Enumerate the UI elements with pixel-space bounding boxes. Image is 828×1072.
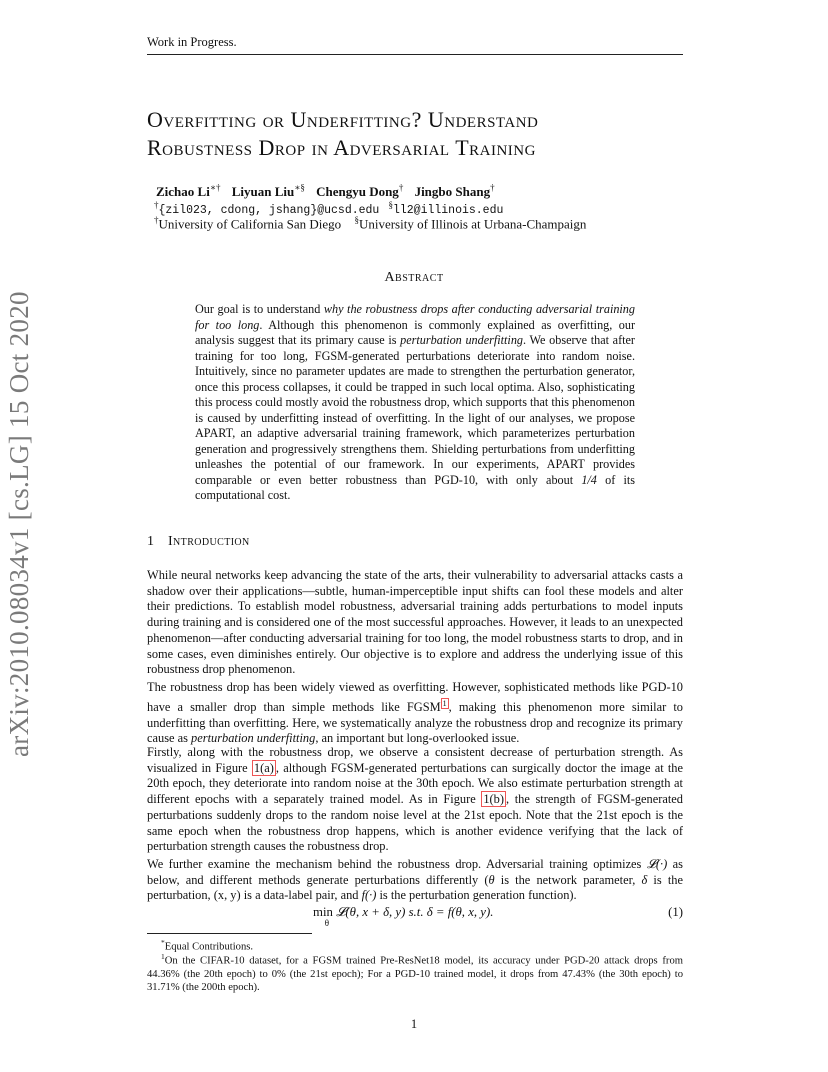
paragraph: Firstly, along with the robustness drop, we observe a consistent decrease of perturbation strength. As visualized in Figure 1(a) , although FGSM-generated perturbations can surgically doctor the image at the 20th epoch, they deteriorate into random noise at the 30th epoch. We also estimate perturbation strength at different epochs with a separately trained model. As in Figure 1(b) , the strength of FGSM-generated perturbations suddenly drops to the random noise level at the 21st epoch. Note that the 21st epoch is the same epoch when the robustness drop happens, which is another evidence verifying that the lack of perturbation strength causes the robustness drop. <box>147 745 684 854</box>
figure-link-1b[interactable]: 1(b) <box>483 792 504 807</box>
title-line-1: Overfitting or Underfitting? Understand <box>147 107 539 132</box>
footnote-1: $^1$On the CIFAR-10 dataset, for a FGSM trained Pre-ResNet18 model, its accuracy under PGD-20 attack drops from 44.36% (the 20th epoch) to 0% (the 21st epoch); For a PGD-10 trained model, it drops from 47.43% (the 30th epoch) to 31.71% (the 200th epoch). <box>147 952 683 994</box>
paragraph: While neural networks keep advancing the state of the arts, their vulnerability to adversarial attacks casts a shadow over their applications—subtle, human-imperceptible input shifts can fool these models and alter their predictions. To establish model robustness, adversarial training adds perturbations to model inputs during training and is considered one of the most successful approaches. However, it leads to an unexpected phenomenon—after conducting adversarial training for too long, the model robustness starts to drop, and in some cases, even diminishes entirely. Our objective is to explore and address the underlying issue of this robustness drop phenomenon. <box>147 568 683 677</box>
abstract-text: Our goal is to understand why the robustness drops after conducting adversarial training for too long. Although this phenomenon is commonly explained as overfitting, our analysis suggest that its primary cause is perturbation underfitting. We observe that after training for too long, FGSM-generated perturbations deteriorate into random noise. Intuitively, since no parameter updates are made to strengthen the perturbation generator, once this process collapses, it could be trapped in such local optima. Also, sophisticating this process could mostly avoid the robustness drop, which supports that this phenomenon is caused by underfitting instead of overfitting. In the light of our analyses, we propose APART, an adaptive adversarial training framework, which parameterizes perturbation generation and progressively strengthens them. Shielding perturbations from underfitting unleashes the potential of our framework. In our experiments, APART provides comparable or even better robustness than PGD-10, with only about 1/4 of its computational cost. <box>195 302 635 502</box>
author: Zichao Li∗† <box>156 183 221 200</box>
equation-number: (1) <box>668 905 683 919</box>
email-illinois[interactable]: ll2@illinois.edu <box>392 204 504 218</box>
email-group-ucsd[interactable]: {zil023, cdong, jshang}@ucsd.edu <box>158 204 380 218</box>
paragraph: The robustness drop has been widely viewed as overfitting. However, sophisticated methods like PGD-10 have a smaller drop than simple methods like FGSM $^1$ , making this phenomenon more similar to underfitting than overfitting. Here, we systematically analyze the robustness drop and recognize its primary cause as perturbation underfitting, an important but long-overlooked issue. <box>147 680 683 746</box>
equation-expression: min θ 𝓛(θ, x + δ, y) s.t. δ = f(θ, x, y). <box>313 905 494 928</box>
footnote-equal-contribution: *Equal Contributions. <box>161 938 254 953</box>
paper-title <box>147 106 687 162</box>
author: Jingbo Shang† <box>414 183 495 200</box>
arxiv-identifier-stamp[interactable]: arXiv:2010.08034v1 [cs.LG] 15 Oct 2020 <box>4 291 34 757</box>
paragraph: We further examine the mechanism behind the robustness drop. Adversarial training optimizes 𝓛(·) as below, and different methods generate perturbations differently (θ is the network parameter, δ is the perturbation, (x, y) is a data-label pair, and f(·) is the perturbation generation function). <box>147 857 684 903</box>
footnote-link[interactable]: 1 <box>442 698 447 708</box>
author-affiliations: †University of California San Diego §University of Illinois at Urbana-Champaign <box>154 215 587 232</box>
figure-link-1a[interactable]: 1(a) <box>253 760 274 775</box>
author: Liyuan Liu∗§ <box>231 183 305 200</box>
running-header: Work in Progress. <box>147 35 683 55</box>
page-number: 1 <box>410 1017 418 1031</box>
author-list <box>156 183 503 200</box>
section-heading-introduction: 1 Introduction <box>147 534 250 549</box>
author-emails: †{zil023, cdong, jshang}@ucsd.edu §ll2@illinois.edu <box>154 200 504 218</box>
abstract-heading: Abstract <box>384 270 444 285</box>
title-line-2: Robustness Drop in Adversarial Training <box>147 135 536 160</box>
author: Chengyu Dong† <box>316 183 404 200</box>
footnote-divider <box>147 933 312 934</box>
